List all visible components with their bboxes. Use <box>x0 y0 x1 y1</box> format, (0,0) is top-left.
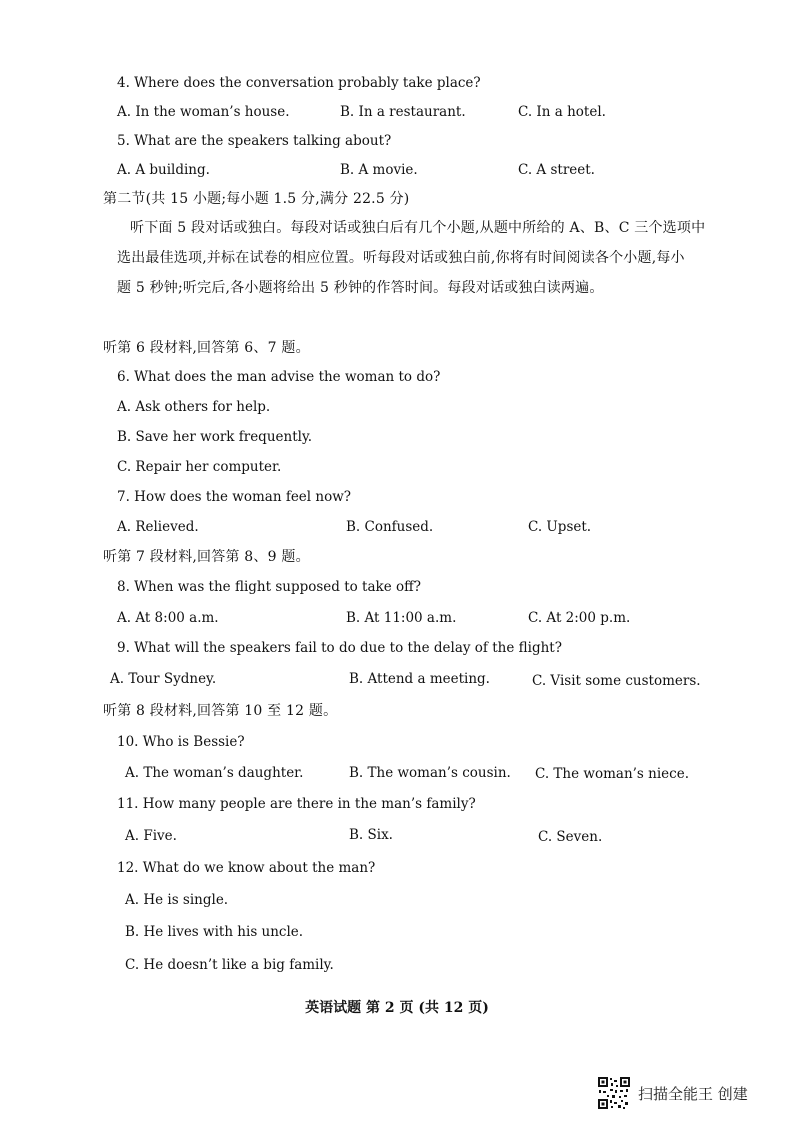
question-11-stem: 11. How many people are there in the man’s family? <box>117 796 476 812</box>
question-8-stem: 8. When was the flight supposed to take off? <box>117 579 421 595</box>
question-7-option-c: C. Upset. <box>528 519 592 535</box>
question-9-stem: 9. What will the speakers fail to do due to the delay of the flight? <box>117 640 562 656</box>
question-7-stem: 7. How does the woman feel now? <box>117 489 352 505</box>
scanner-brand-text: 扫描全能王 创建 <box>638 1085 748 1103</box>
question-7-option-b: B. Confused. <box>346 519 434 535</box>
page-footer: 英语试题 第 2 页 (共 12 页) <box>305 1000 489 1016</box>
question-5-option-c: C. A street. <box>518 162 595 178</box>
question-12-option-a: A. He is single. <box>125 892 229 908</box>
question-6-option-a: A. Ask others for help. <box>117 399 271 415</box>
question-12-option-c: C. He doesn’t like a big family. <box>125 957 334 973</box>
material-7-instruction: 听第 7 段材料,回答第 8、9 题。 <box>103 549 310 565</box>
question-8-option-b: B. At 11:00 a.m. <box>346 610 457 626</box>
question-5-stem: 5. What are the speakers talking about? <box>117 133 392 149</box>
section-2-instruction-line-2: 选出最佳选项,并标在试卷的相应位置。听每段对话或独白前,你将有时间阅读各个小题,每小 <box>117 250 685 266</box>
question-4-stem: 4. Where does the conversation probably take place? <box>117 75 481 91</box>
question-10-option-a: A. The woman’s daughter. <box>125 765 304 781</box>
question-5-option-a: A. A building. <box>117 162 210 178</box>
question-4-option-a: A. In the woman’s house. <box>117 104 290 120</box>
section-2-instruction-line-3: 题 5 秒钟;听完后,各小题将给出 5 秒钟的作答时间。每段对话或独白读两遍。 <box>117 280 604 296</box>
question-9-option-a: A. Tour Sydney. <box>110 671 217 687</box>
question-5-option-b: B. A movie. <box>340 162 418 178</box>
question-10-stem: 10. Who is Bessie? <box>117 734 245 750</box>
section-2-heading: 第二节(共 15 小题;每小题 1.5 分,满分 22.5 分) <box>103 191 410 207</box>
question-6-option-b: B. Save her work frequently. <box>117 429 313 445</box>
question-12-stem: 12. What do we know about the man? <box>117 860 376 876</box>
question-11-option-c: C. Seven. <box>538 829 603 845</box>
question-4-option-c: C. In a hotel. <box>518 104 606 120</box>
question-9-option-c: C. Visit some customers. <box>532 673 701 689</box>
question-6-stem: 6. What does the man advise the woman to do? <box>117 369 441 385</box>
question-11-option-a: A. Five. <box>125 828 177 844</box>
question-12-option-b: B. He lives with his uncle. <box>125 924 304 940</box>
question-9-option-b: B. Attend a meeting. <box>349 671 490 687</box>
question-10-option-b: B. The woman’s cousin. <box>349 765 511 781</box>
question-10-option-c: C. The woman’s niece. <box>535 766 689 782</box>
material-8-instruction: 听第 8 段材料,回答第 10 至 12 题。 <box>103 703 338 719</box>
question-6-option-c: C. Repair her computer. <box>117 459 282 475</box>
question-7-option-a: A. Relieved. <box>117 519 199 535</box>
question-4-option-b: B. In a restaurant. <box>340 104 466 120</box>
material-6-instruction: 听第 6 段材料,回答第 6、7 题。 <box>103 340 310 356</box>
section-2-instruction-line-1: 听下面 5 段对话或独白。每段对话或独白后有几个小题,从题中所给的 A、B、C 三个选项中 <box>130 220 706 236</box>
qr-code-icon <box>597 1076 631 1110</box>
question-11-option-b: B. Six. <box>349 827 393 843</box>
question-8-option-a: A. At 8:00 a.m. <box>117 610 219 626</box>
question-8-option-c: C. At 2:00 p.m. <box>528 610 631 626</box>
